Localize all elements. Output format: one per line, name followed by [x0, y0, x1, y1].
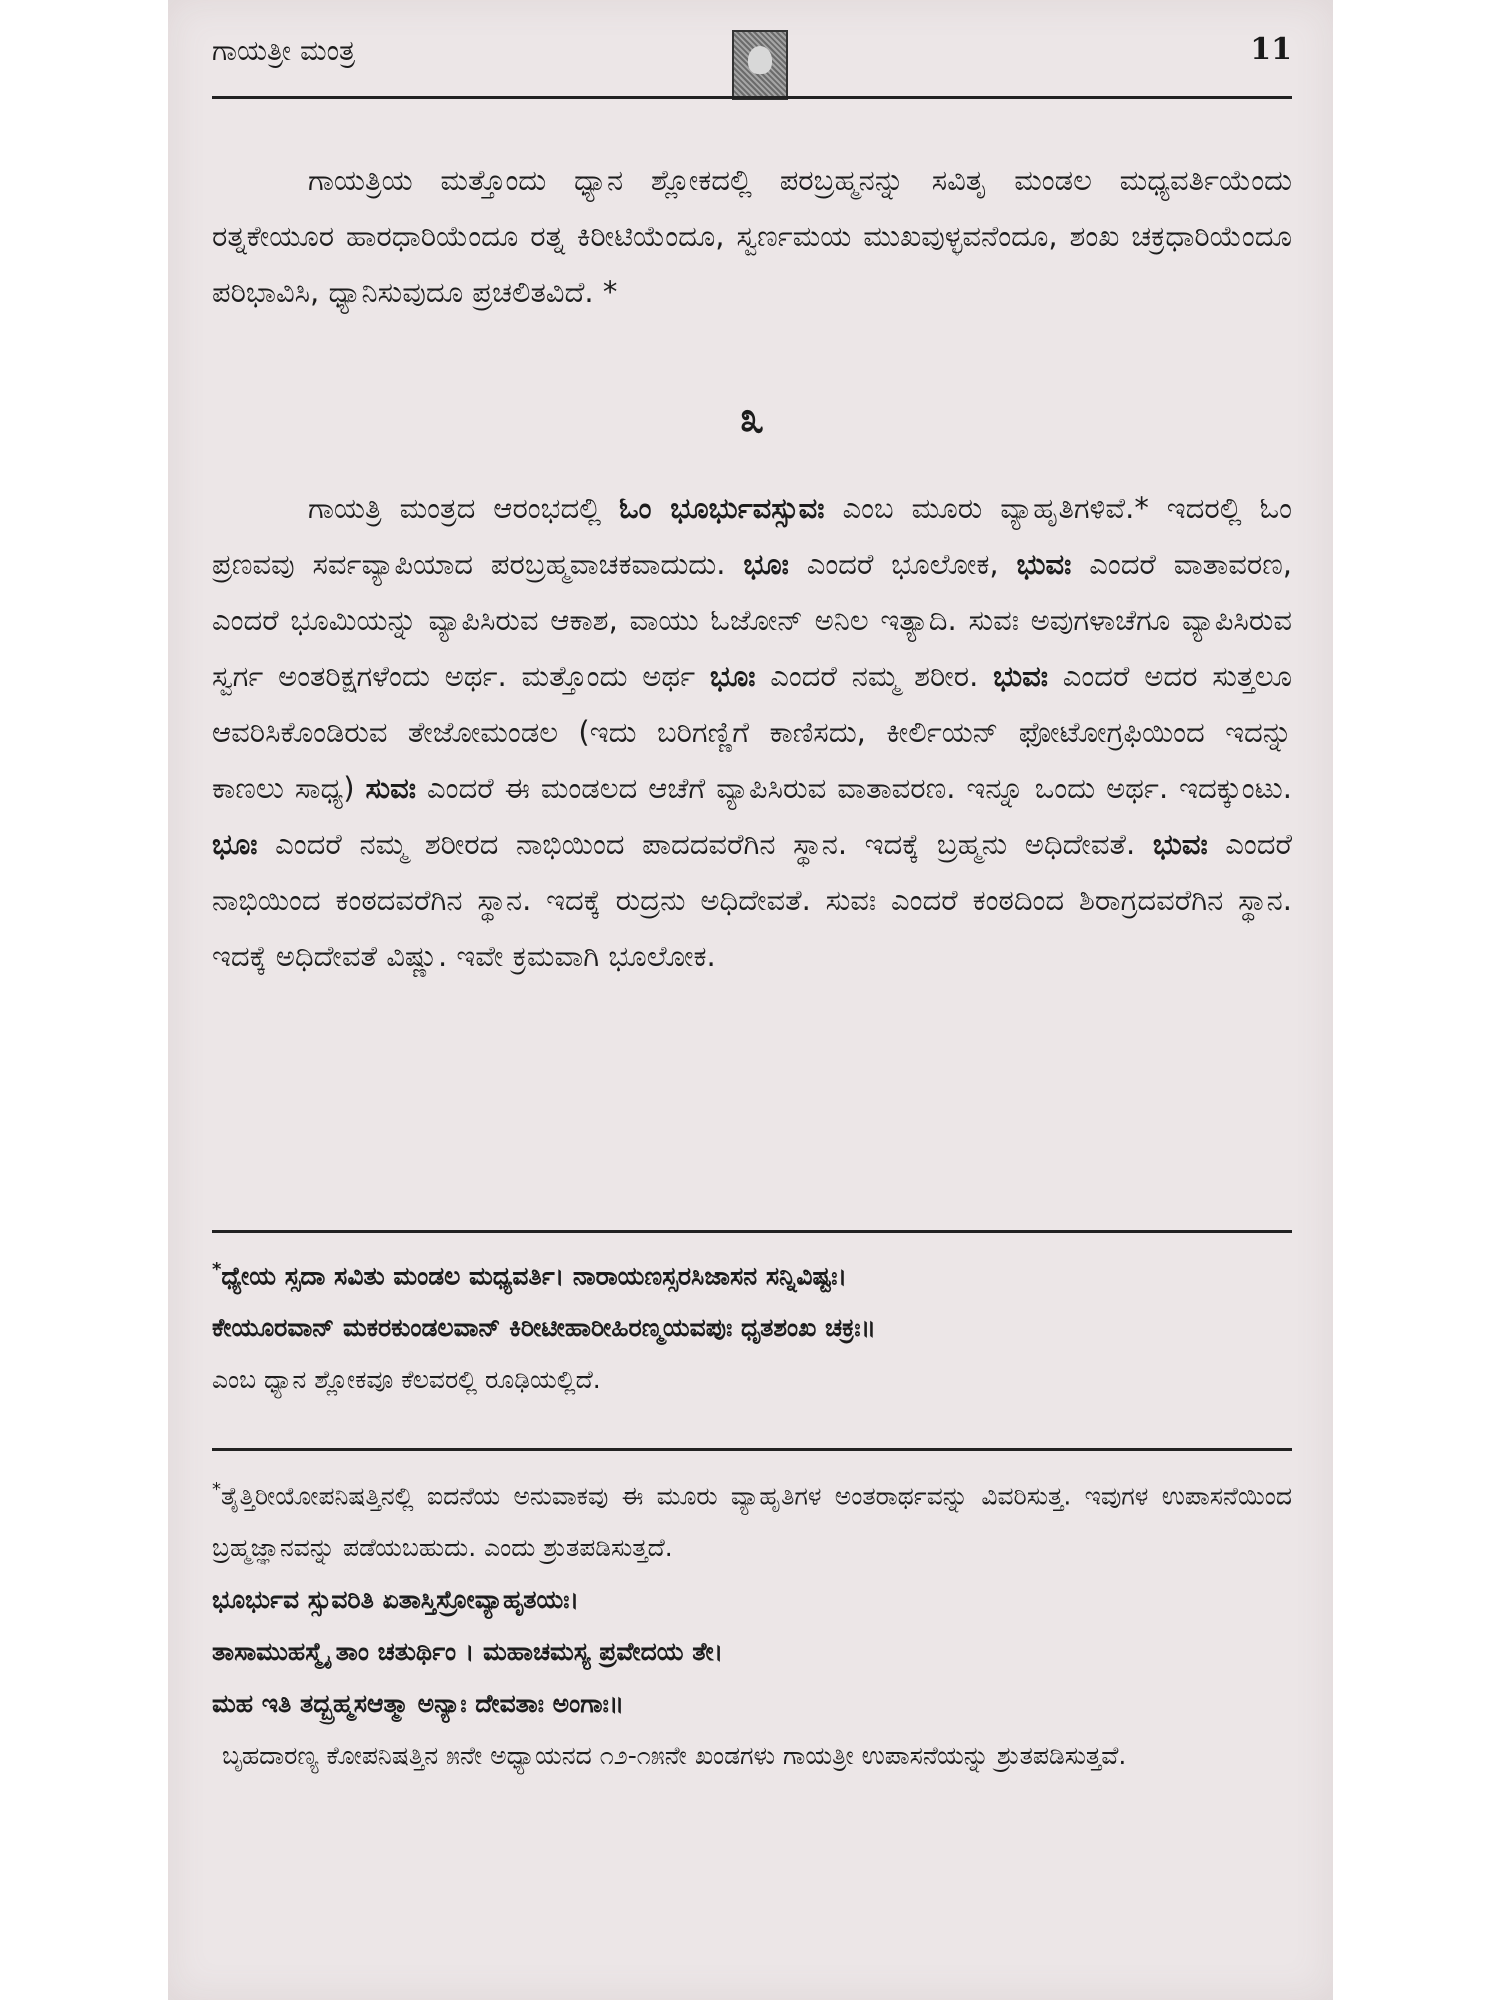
- bold-term: ಭೂಃ: [212, 827, 258, 861]
- text-run: ಎಂದರೆ ಈ ಮಂಡಲದ ಆಚೆಗೆ ವ್ಯಾಪಿಸಿರುವ ವಾತಾವರಣ. ಇನ್ನೂ ಒಂದು ಅರ್ಥ. ಇದಕ್ಕುಂಟು.: [416, 771, 1292, 805]
- text-run: ಎಂಬ ಮೂರು ವ್ಯಾಹೃತಿಗಳಿವೆ.* ಇದರಲ್ಲಿ ಓಂ ಪ್ರಣವವು ಸರ್ವವ್ಯಾಪಿಯಾದ ಪರಬ್ರಹ್ಮವಾಚಕವಾದುದು.: [212, 491, 1292, 581]
- footnote-rule-2: [212, 1448, 1292, 1451]
- footnote-1-marker: *: [212, 1259, 222, 1280]
- footnote-1: [212, 1244, 1292, 1406]
- bold-term: ಭುವಃ: [993, 659, 1048, 693]
- section-number: ೩: [739, 392, 765, 443]
- footnote-2-text-body: ತೈತ್ತಿರೀಯೋಪನಿಷತ್ತಿನಲ್ಲಿ ಐದನೆಯ ಅನುವಾಕವು ಈ ಮೂರು ವ್ಯಾಹೃತಿಗಳ ಅಂತರಾರ್ಥವನ್ನು ವಿವರಿಸುತ್ತ. ಇವುಗಳ ಉಪಾಸನೆಯಿಂದ ಬ್ರಹ್ಮಜ್ಞಾನವನ್ನು ಪಡೆಯಬಹುದು. ಎಂದು ಶ್ರುತಪಡಿಸುತ್ತದೆ.: [212, 1481, 1292, 1563]
- bold-term: ಭುವಃ: [1016, 547, 1072, 581]
- header-rule: [212, 96, 1292, 99]
- footnote-1-tail: ಎಂಬ ಧ್ಯಾನ ಶ್ಲೋಕವೂ ಕೆಲವರಲ್ಲಿ ರೂಢಿಯಲ್ಲಿದೆ.: [212, 1365, 601, 1395]
- text-run: ಎಂದರೆ ಭೂಲೋಕ,: [788, 547, 1017, 581]
- bold-term: ಭುವಃ: [1152, 827, 1208, 861]
- text-run: ಎಂದರೆ ನಮ್ಮ ಶರೀರದ ನಾಭಿಯಿಂದ ಪಾದದವರೆಗಿನ ಸ್ಥಾನ. ಇದಕ್ಕೆ ಬ್ರಹ್ಮನು ಅಧಿದೇವತೆ.: [257, 827, 1153, 861]
- text-run: ಎಂದರೆ ನಾಭಿಯಿಂದ ಕಂಠದವರೆಗಿನ ಸ್ಥಾನ. ಇದಕ್ಕೆ ರುದ್ರನು ಅಧಿದೇವತೆ. ಸುವಃ ಎಂದರೆ ಕಂಠದಿಂದ ಶಿರಾಗ್ರದವರೆಗಿನ ಸ್ಥಾನ. ಇದಕ್ಕೆ ಅಧಿದೇವತೆ ವಿಷ್ಣು. ಇವೇ ಕ್ರಮವಾಗಿ ಭೂಲೋಕ.: [212, 827, 1292, 973]
- bold-term: ಓಂ ಭೂರ್ಭುವಸ್ಸುವಃ: [619, 491, 825, 525]
- footnote-1-verse-line-1-text: ಧ್ಯೇಯ ಸ್ಸದಾ ಸವಿತು ಮಂಡಲ ಮಧ್ಯವರ್ತಿ। ನಾರಾಯಣಸ್ಸರಸಿಜಾಸನ ಸನ್ನಿವಿಷ್ಟಃ।: [221, 1261, 848, 1291]
- running-title: ಗಾಯತ್ರೀ ಮಂತ್ರ: [212, 34, 356, 67]
- bold-term: ಸುವಃ: [365, 771, 416, 805]
- footnote-2-marker: *: [212, 1479, 221, 1500]
- text-run: ಗಾಯತ್ರಿ ಮಂತ್ರದ ಆರಂಭದಲ್ಲಿ: [308, 491, 620, 525]
- bold-term: ಭೂಃ: [743, 547, 789, 581]
- footnote-2-verse-line-3: ಮಹ ಇತಿ ತದ್ಬ್ರಹ್ಮಸಆತ್ಮಾ ಅನ್ಯಾಃ ದೇವತಾಃ ಅಂಗಾಃ॥: [212, 1689, 625, 1719]
- footnote-2-text: [212, 1464, 1292, 1574]
- paragraph-2: [212, 480, 1292, 984]
- paragraph-1-text: ಗಾಯತ್ರಿಯ ಮತ್ತೊಂದು ಧ್ಯಾನ ಶ್ಲೋಕದಲ್ಲಿ ಪರಬ್ರಹ್ಮನನ್ನು ಸವಿತೃ ಮಂಡಲ ಮಧ್ಯವರ್ತಿಯೆಂದು ರತ್ನಕೇಯೂರ ಹಾರಧಾರಿಯೆಂದೂ ರತ್ನ ಕಿರೀಟಿಯೆಂದೂ, ಸ್ವರ್ಣಮಯ ಮುಖವುಳ್ಳವನೆಂದೂ, ಶಂಖ ಚಕ್ರಧಾರಿಯೆಂದೂ ಪರಿಭಾವಿಸಿ, ಧ್ಯಾನಿಸುವುದೂ ಪ್ರಚಲಿತವಿದೆ. *: [212, 163, 1292, 309]
- bold-term: ಭೂಃ: [709, 659, 756, 693]
- paragraph-1: [212, 152, 1292, 320]
- text-run: ಎಂದರೆ ನಮ್ಮ ಶರೀರ.: [755, 659, 994, 693]
- page-number: 11: [1250, 32, 1292, 67]
- footnote-1-verse-line-1: [212, 1244, 1292, 1302]
- footnote-2: [212, 1464, 1292, 1782]
- footnote-1-verse-line-2: ಕೇಯೂರವಾನ್ ಮಕರಕುಂಡಲವಾನ್ ಕಿರೀಟೀಹಾರೀಹಿರಣ್ಮಯವಪುಃ ಧೃತಶಂಖ ಚಕ್ರಃ॥: [212, 1313, 876, 1343]
- text-run: ಎಂದರೆ ಅದರ ಸುತ್ತಲೂ ಆವರಿಸಿಕೊಂಡಿರುವ ತೇಜೋಮಂಡಲ (ಇದು ಬರಿಗಣ್ಣಿಗೆ ಕಾಣಿಸದು, ಕೀರ್ಲಿಯನ್ ಫೋಟೋಗ್ರಫಿಯಿಂದ ಇದನ್ನು ಕಾಣಲು ಸಾಧ್ಯ): [212, 659, 1293, 805]
- footnote-2-tail: ಬೃಹದಾರಣ್ಯ ಕೋಪನಿಷತ್ತಿನ ೫ನೇ ಅಧ್ಯಾಯನದ ೧೨-೧೫ನೇ ಖಂಡಗಳು ಗಾಯತ್ರೀ ಉಪಾಸನೆಯನ್ನು ಶ್ರುತಪಡಿಸುತ್ತವೆ.: [222, 1741, 1127, 1771]
- book-page: [168, 0, 1333, 2000]
- page-header: [212, 30, 1292, 100]
- footnote-2-verse-line-2: ತಾಸಾಮುಹಸ್ಮೈ ತಾಂ ಚತುರ್ಥಿಂ । ಮಹಾಚಮಸ್ಯ ಪ್ರವೇದಯ ತೇ।: [212, 1637, 724, 1667]
- header-ornament-icon: [732, 30, 788, 100]
- paragraph-2-text: [212, 480, 1292, 984]
- footnote-2-verse-line-1: ಭೂರ್ಭುವ ಸ್ಸುವರಿತಿ ಏತಾಸ್ತಿಸ್ರೋವ್ಯಾಹೃತಯಃ।: [212, 1585, 580, 1615]
- text-run: ಎಂದರೆ ವಾತಾವರಣ, ಎಂದರೆ ಭೂಮಿಯನ್ನು ವ್ಯಾಪಿಸಿರುವ ಆಕಾಶ, ವಾಯು ಓಜೋನ್ ಅನಿಲ ಇತ್ಯಾದಿ. ಸುವಃ ಅವುಗಳಾಚೆಗೂ ವ್ಯಾಪಿಸಿರುವ ಸ್ವರ್ಗ ಅಂತರಿಕ್ಷಗಳೆಂದು ಅರ್ಥ. ಮತ್ತೊಂದು ಅರ್ಥ: [212, 547, 1292, 693]
- footnote-rule-1: [212, 1230, 1292, 1233]
